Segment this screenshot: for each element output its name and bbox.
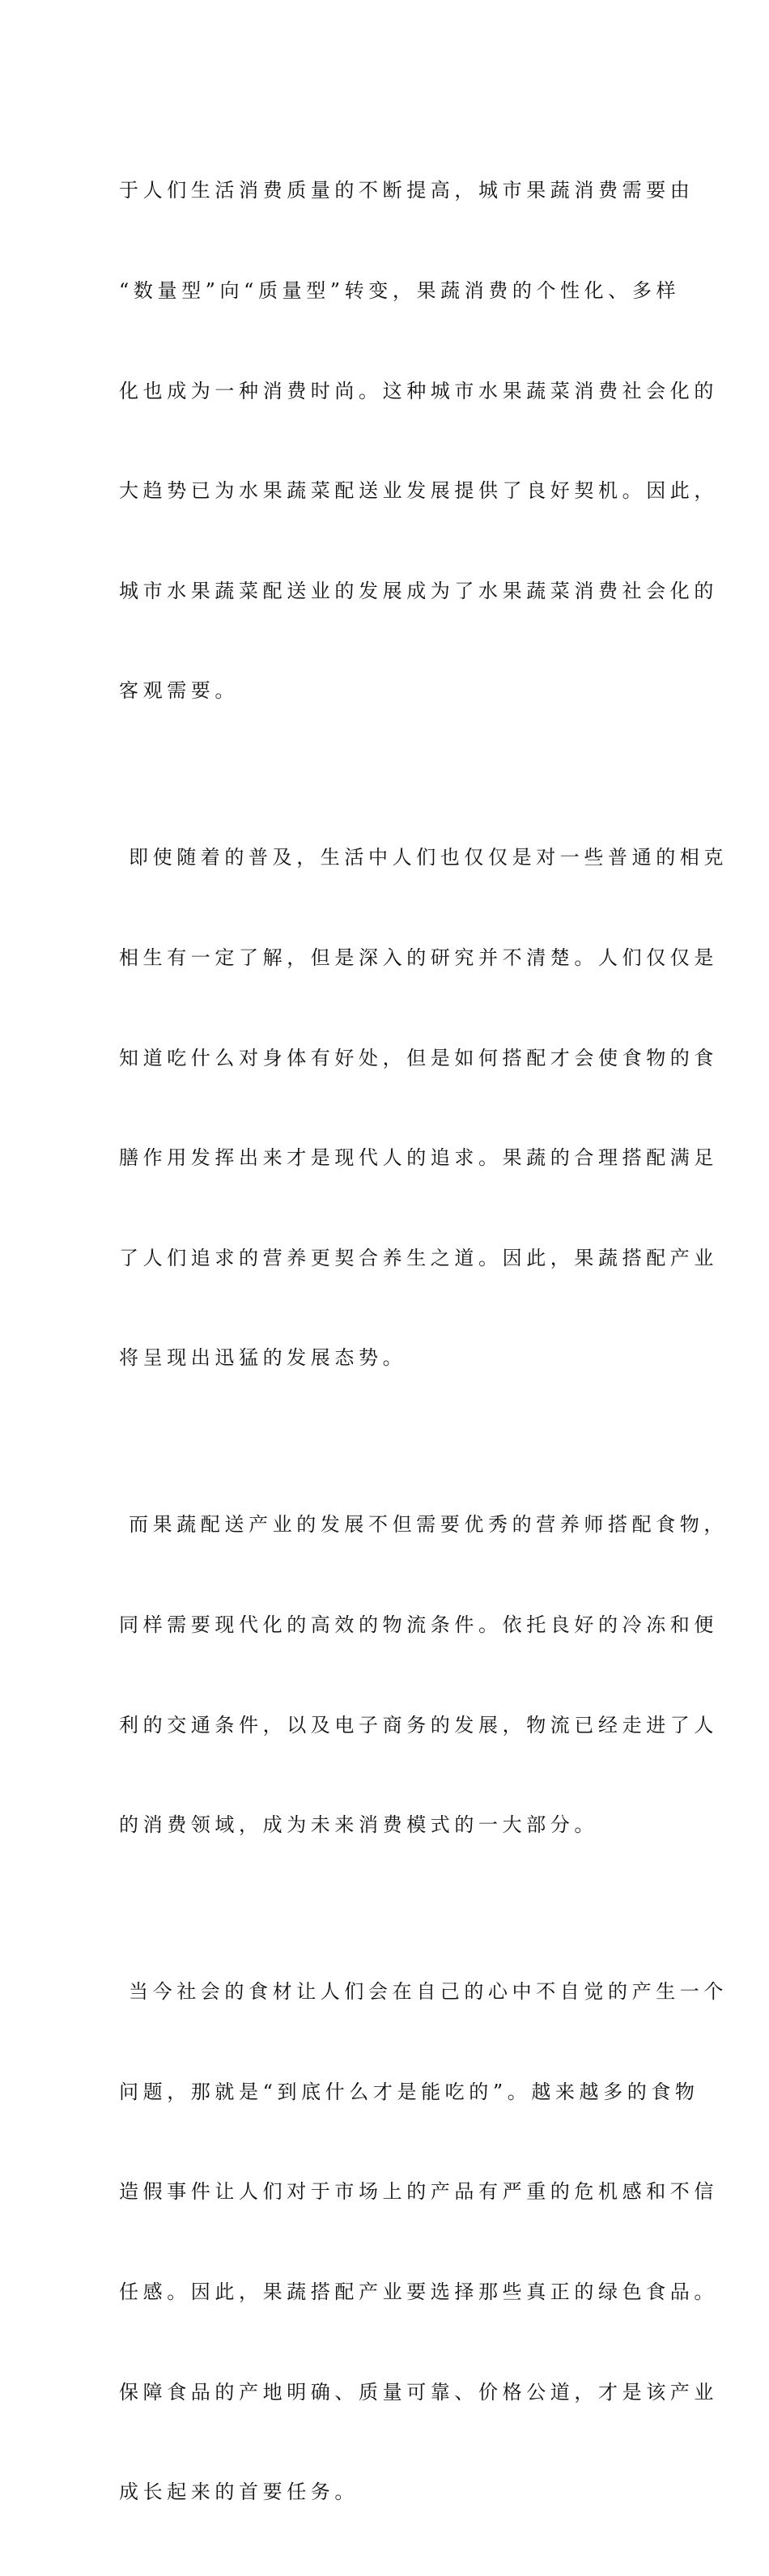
text-line: 造假事件让人们对于市场上的产品有严重的危机感和不信 — [119, 2180, 718, 2204]
paragraph-1 — [119, 108, 718, 775]
text-line: 问题，那就是“到底什么才是能吃的”。越来越多的食物 — [119, 2080, 699, 2103]
text-line: “数量型”向“质量型”转变，果蔬消费的个性化、多样 — [119, 279, 681, 302]
text-line: 化也成为一种消费时尚。这种城市水果蔬菜消费社会化的 — [119, 379, 718, 402]
paragraph-3 — [119, 1442, 728, 1909]
paragraph-4 — [119, 1909, 728, 2576]
text-line: 即使随着的普及，生活中人们也仅仅是对一些普通的相克 — [129, 846, 728, 869]
text-line: 成长起来的首要任务。 — [119, 2480, 359, 2504]
text-line: 客观需要。 — [119, 679, 239, 703]
text-line: 而果蔬配送产业的发展不但需要优秀的营养师搭配食物， — [129, 1513, 728, 1537]
text-line: 于人们生活消费质量的不断提高，城市果蔬消费需要由 — [119, 179, 695, 202]
text-line: 城市水果蔬菜配送业的发展成为了水果蔬菜消费社会化的 — [119, 579, 718, 602]
text-line: 任感。因此，果蔬搭配产业要选择那些真正的绿色食品。 — [119, 2280, 718, 2303]
text-line: 大趋势已为水果蔬菜配送业发展提供了良好契机。因此， — [119, 479, 718, 503]
text-line: 相生有一定了解，但是深入的研究并不清楚。人们仅仅是 — [119, 946, 718, 969]
text-line: 保障食品的产地明确、质量可靠、价格公道，才是该产业 — [119, 2380, 718, 2404]
paragraph-2 — [119, 775, 728, 1442]
body-text — [119, 108, 728, 2576]
text-line: 膳作用发挥出来才是现代人的追求。果蔬的合理搭配满足 — [119, 1146, 718, 1170]
text-line: 当今社会的食材让人们会在自己的心中不自觉的产生一个 — [129, 1980, 728, 2004]
text-line: 了人们追求的营养更契合养生之道。因此，果蔬搭配产业 — [119, 1246, 718, 1269]
text-line: 知道吃什么对身体有好处，但是如何搭配才会使食物的食 — [119, 1046, 718, 1069]
text-line: 的消费领域，成为未来消费模式的一大部分。 — [119, 1813, 598, 1837]
text-line: 将呈现出迅猛的发展态势。 — [119, 1346, 407, 1370]
text-line: 同样需要现代化的高效的物流条件。依托良好的冷冻和便 — [119, 1613, 718, 1636]
text-line: 利的交通条件，以及电子商务的发展，物流已经走进了人 — [119, 1713, 718, 1736]
